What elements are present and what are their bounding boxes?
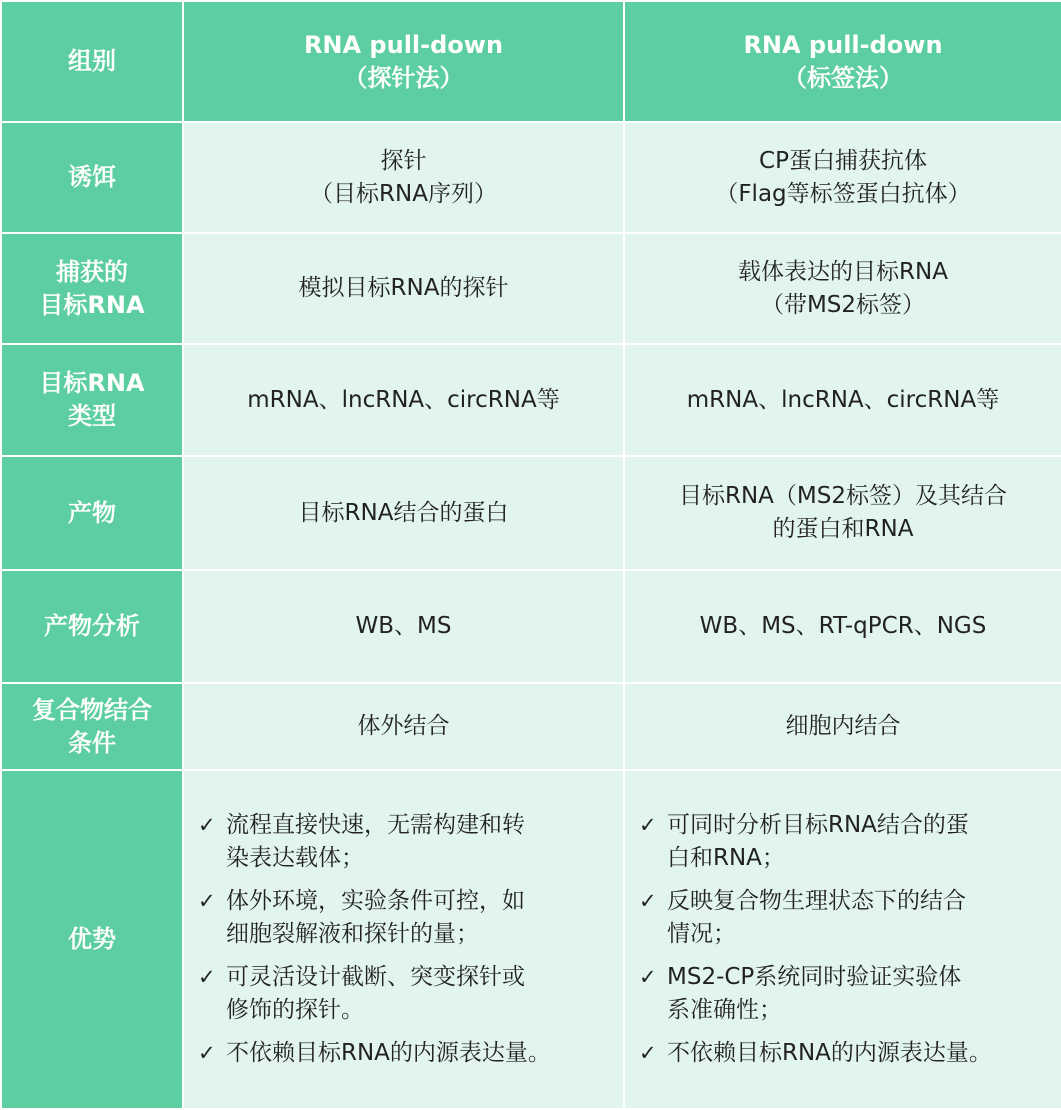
list-item-line: 修饰的探针。 [226,997,364,1023]
table-row [1,456,1061,570]
row-col2-cell [624,570,1061,683]
table-row [1,683,1061,770]
row-label-cell [1,344,183,456]
row-col1-cell [183,456,624,570]
list-item [639,961,1061,1027]
list-item [198,809,623,875]
row-label-cell [1,233,183,344]
table-row [1,122,1061,233]
cell-line: WB、MS、RT-qPCR、NGS [699,613,987,639]
row-label: 类型 [68,402,116,430]
row-col1-cell [183,570,624,683]
list-item-line: 情况； [667,921,736,947]
list-item [639,1037,1061,1070]
row-label: 目标RNA [39,290,145,319]
cell-line: （Flag等标签蛋白抗体） [715,180,971,207]
row-label: 复合物结合 [32,695,152,724]
row-col2-cell [624,122,1061,233]
checkmark-icon: ✓ [639,813,657,837]
advantages-label: 优势 [68,925,116,953]
cell-line: 探针 [380,147,427,174]
list-item-line: 流程直接快速，无需构建和转 [226,812,525,838]
list-item [639,885,1061,951]
table-row [1,570,1061,683]
row-label-cell [1,456,183,570]
row-col2-cell [624,456,1061,570]
row-label: 产物 [68,498,116,527]
list-item-text [667,1037,1061,1070]
row-col2-cell [624,233,1061,344]
list-item-text [226,885,623,951]
checkmark-icon: ✓ [198,1041,216,1065]
list-item-line: 不依赖目标RNA的内源表达量。 [667,1040,992,1066]
list-item-line: 染表达载体； [226,845,364,871]
row-label: 捕获的 [56,257,128,286]
cell-line: CP蛋白捕获抗体 [759,147,927,174]
header-col1-line: RNA pull-down [303,30,504,59]
header-col2-line: （标签法） [783,63,903,92]
advantages-label-cell [1,770,183,1109]
advantages-list [184,809,623,1070]
row-col1-cell [183,122,624,233]
checkmark-icon: ✓ [198,813,216,837]
row-label-cell [1,683,183,770]
row-col2-cell [624,344,1061,456]
list-item-text [226,961,623,1027]
cell-line: mRNA、lncRNA、circRNA等 [247,386,560,413]
header-col2-cell [624,1,1061,122]
row-col1-cell [183,344,624,456]
table-row [1,233,1061,344]
table-row [1,344,1061,456]
cell-line: 载体表达的目标RNA [738,258,948,285]
header-col1-cell [183,1,624,122]
list-item-line: 体外环境，实验条件可控，如 [226,888,525,914]
checkmark-icon: ✓ [198,889,216,913]
row-label: 产物分析 [44,612,140,640]
row-col1-cell [183,683,624,770]
checkmark-icon: ✓ [198,965,216,989]
list-item-text [226,809,623,875]
header-col1-line: （探针法） [343,63,464,92]
row-label: 诱饵 [68,163,116,191]
row-label-cell [1,570,183,683]
advantages-col1-cell [183,770,624,1109]
list-item-text [667,809,1061,875]
list-item-line: 可灵活设计截断、突变探针或 [226,964,525,990]
header-group-label: 组别 [68,47,116,75]
list-item-text [667,885,1061,951]
cell-line: WB、MS [355,613,452,639]
header-col2-line: RNA pull-down [743,30,943,59]
list-item [198,961,623,1027]
cell-line: 模拟目标RNA的探针 [298,275,509,301]
checkmark-icon: ✓ [639,965,657,989]
list-item-line: 白和RNA； [667,845,785,871]
advantages-col2-cell [624,770,1061,1109]
row-label: 条件 [68,728,116,757]
cell-line: 的蛋白和RNA [772,516,914,542]
cell-line: 目标RNA结合的蛋白 [298,499,509,526]
row-label-cell [1,122,183,233]
list-item-line: 不依赖目标RNA的内源表达量。 [226,1040,551,1066]
list-item-line: 系准确性； [667,997,782,1023]
list-item-text [667,961,1061,1027]
list-item-text [226,1037,623,1070]
row-col1-cell [183,233,624,344]
list-item [198,1037,623,1070]
list-item [639,809,1061,875]
header-row [1,1,1061,122]
cell-line: （带MS2标签） [760,291,926,318]
cell-line: mRNA、lncRNA、circRNA等 [686,386,1000,413]
advantages-list [625,809,1061,1070]
list-item-line: 可同时分析目标RNA结合的蛋 [667,812,969,838]
cell-line: （目标RNA序列） [310,180,497,207]
row-label: 目标RNA [39,369,145,397]
cell-line: 细胞内结合 [785,713,901,739]
list-item [198,885,623,951]
list-item-line: MS2-CP系统同时验证实验体 [667,964,962,990]
cell-line: 目标RNA（MS2标签）及其结合 [679,483,1007,509]
cell-line: 体外结合 [357,713,450,739]
checkmark-icon: ✓ [639,889,657,913]
row-col2-cell [624,683,1061,770]
advantages-row [1,770,1061,1109]
list-item-line: 细胞裂解液和探针的量； [226,921,479,947]
header-group-cell [1,1,183,122]
checkmark-icon: ✓ [639,1041,657,1065]
list-item-line: 反映复合物生理状态下的结合 [667,888,966,914]
